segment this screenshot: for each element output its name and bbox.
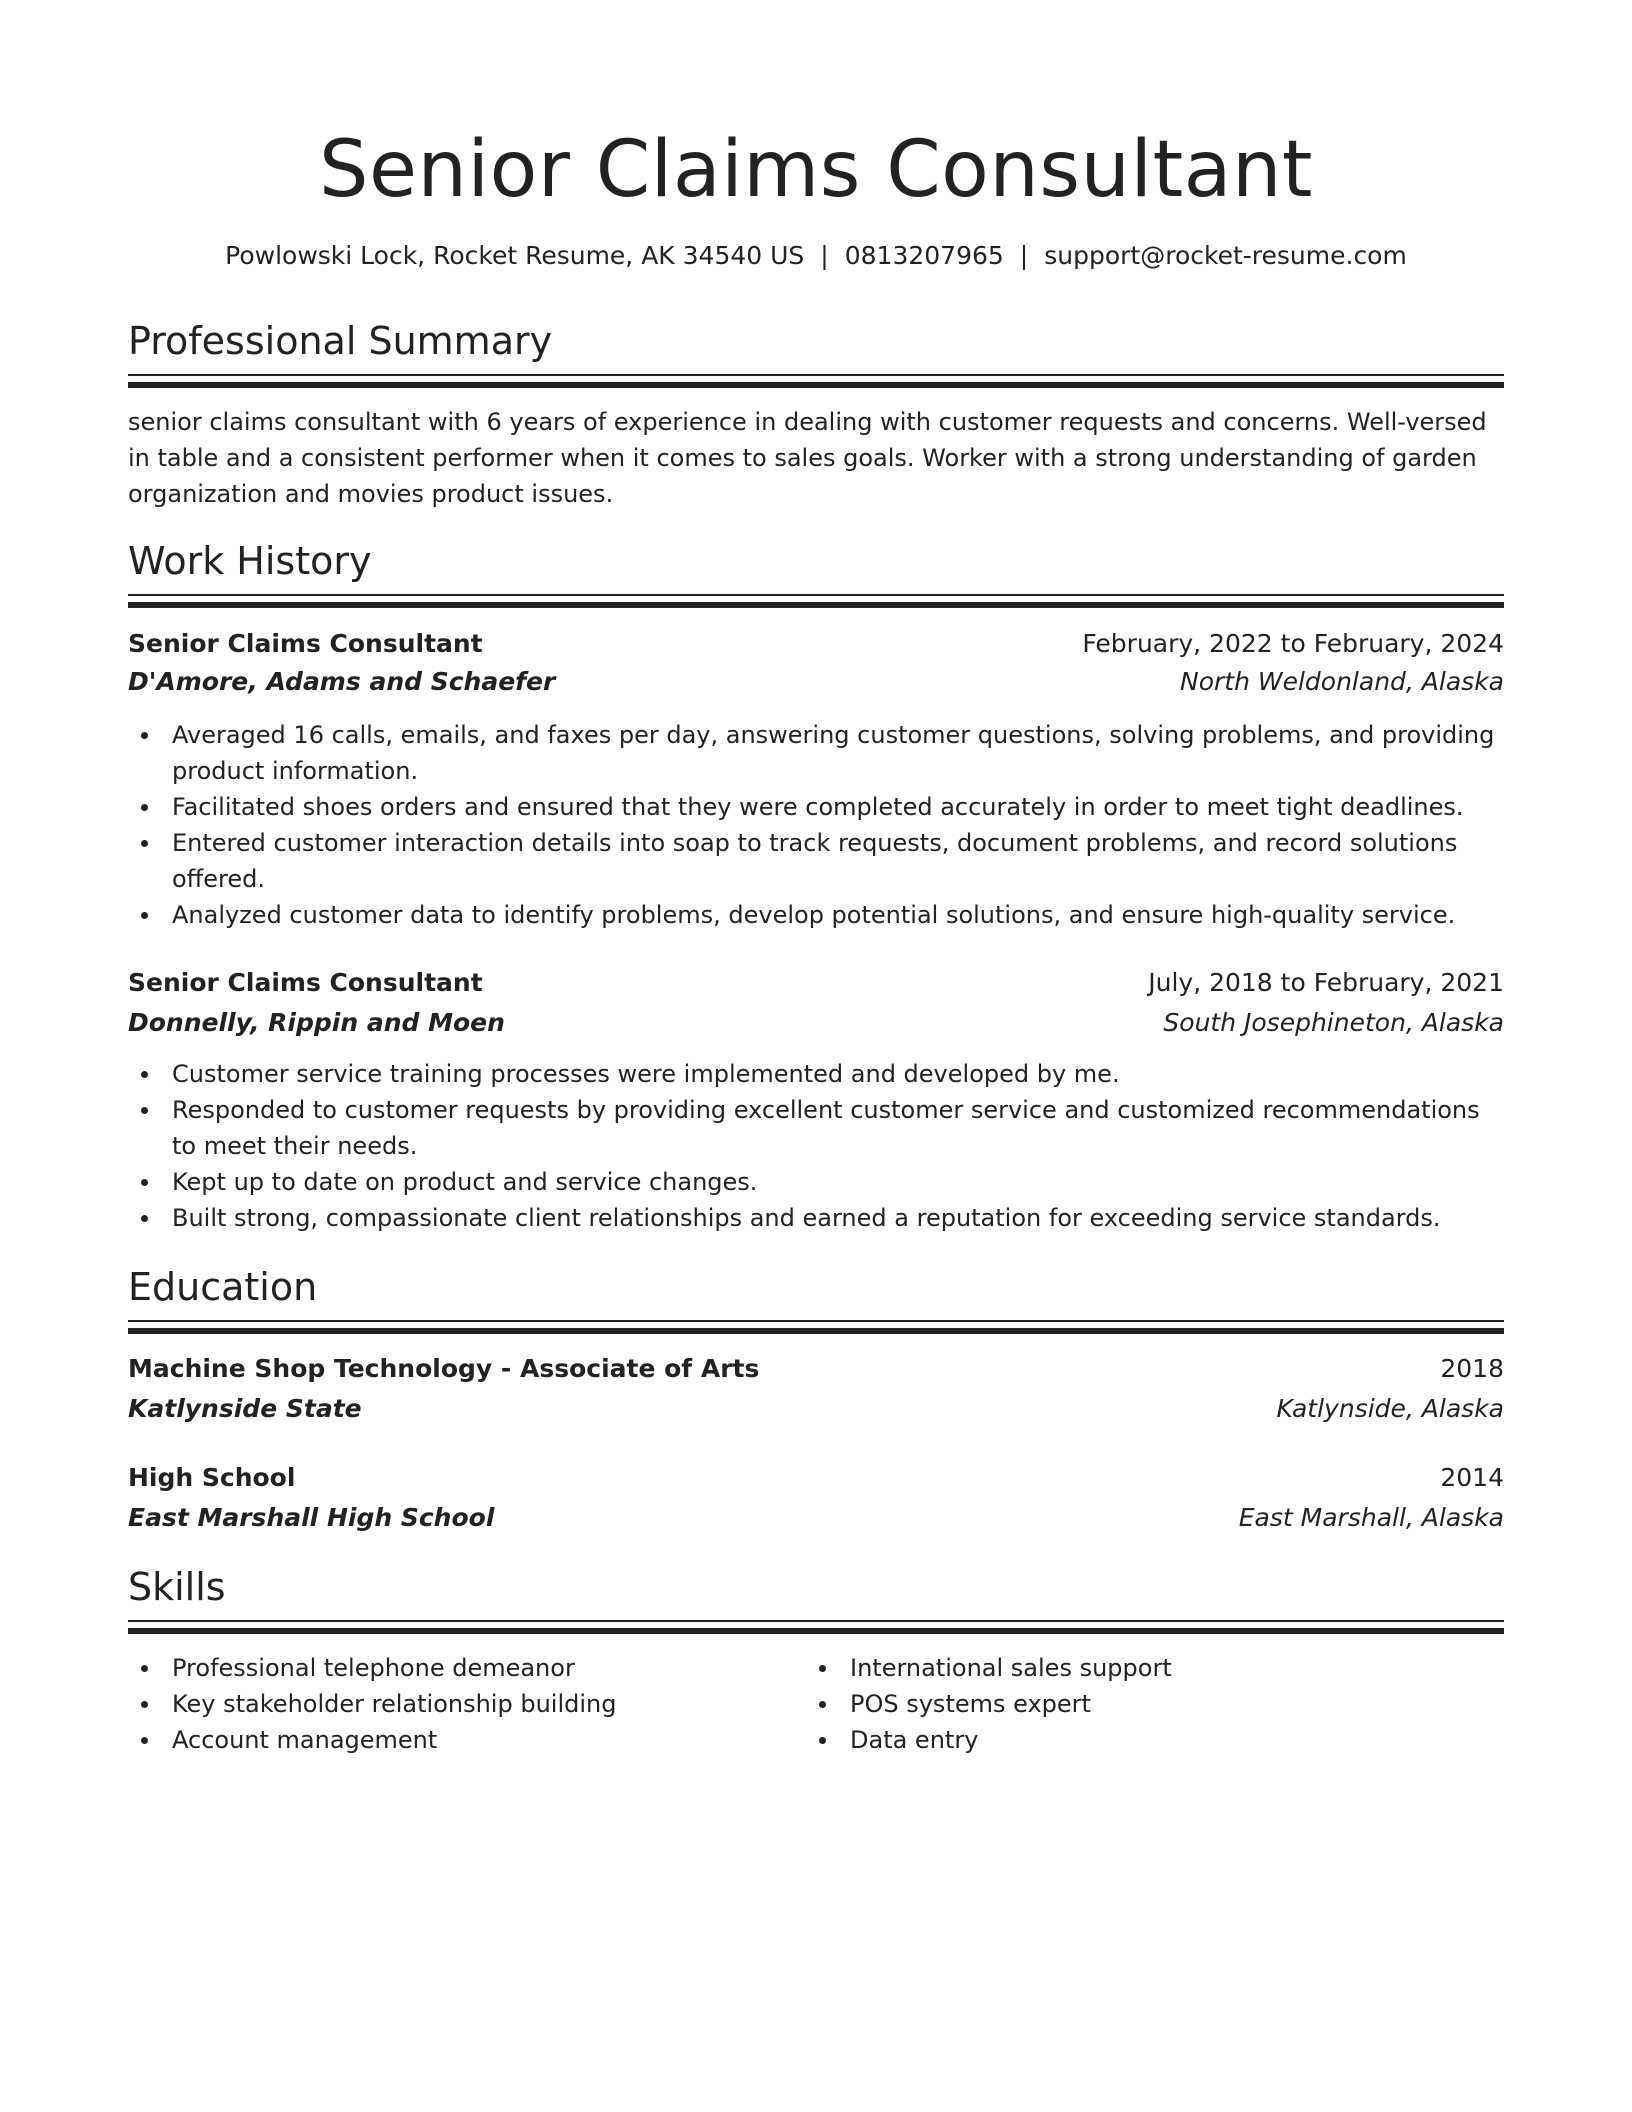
education-year: 2018 <box>1440 1354 1504 1383</box>
job-header <box>128 964 1504 1002</box>
section-title-education: Education <box>128 1265 318 1309</box>
job-dates: February, 2022 to February, 2024 <box>1082 629 1504 658</box>
list-item: Averaged 16 calls, emails, and faxes per day, answering customer questions, solving problems, and providing product information. <box>128 717 1504 789</box>
job-location: North Weldonland, Alaska <box>1180 667 1504 696</box>
education-subheader <box>128 1390 1504 1428</box>
section-divider <box>128 1320 1504 1334</box>
contact-separator: | <box>820 241 829 270</box>
job-bullets <box>128 717 1504 933</box>
skill-item: Key stakeholder relationship building <box>128 1686 798 1722</box>
education-location: East Marshall, Alaska <box>1238 1503 1504 1532</box>
education-school: Katlynside State <box>128 1394 362 1423</box>
contact-address: Powlowski Lock, Rocket Resume, AK 34540 US <box>225 241 805 270</box>
skills-column-right <box>806 1650 1504 1758</box>
job-bullets <box>128 1056 1504 1236</box>
education-year: 2014 <box>1440 1463 1504 1492</box>
education-location: Katlynside, Alaska <box>1276 1394 1504 1423</box>
job-location: South Josephineton, Alaska <box>1163 1008 1504 1037</box>
resume-name: Senior Claims Consultant <box>319 125 1313 215</box>
contact-line <box>128 238 1504 274</box>
education-header <box>128 1350 1504 1388</box>
list-item: Kept up to date on product and service changes. <box>128 1164 1504 1200</box>
job-dates: July, 2018 to February, 2021 <box>1148 968 1504 997</box>
skills-list <box>128 1650 1504 1770</box>
list-item: Customer service training processes were implemented and developed by me. <box>128 1056 1504 1092</box>
section-divider <box>128 1620 1504 1634</box>
contact-phone: 0813207965 <box>844 241 1004 270</box>
section-divider <box>128 374 1504 388</box>
education-school: East Marshall High School <box>128 1503 495 1532</box>
skill-item: Data entry <box>806 1722 1504 1758</box>
section-title-work-history: Work History <box>128 539 372 583</box>
job-position: Senior Claims Consultant <box>128 629 483 658</box>
job-position: Senior Claims Consultant <box>128 968 483 997</box>
job-subheader <box>128 663 1504 701</box>
job-subheader <box>128 1004 1504 1042</box>
job-company: D'Amore, Adams and Schaefer <box>128 667 556 696</box>
list-item: Responded to customer requests by providing excellent customer service and customized recommendations to meet their needs. <box>128 1092 1504 1164</box>
contact-separator: | <box>1019 241 1029 270</box>
job-header <box>128 625 1504 663</box>
skill-item: International sales support <box>806 1650 1504 1686</box>
section-divider <box>128 594 1504 608</box>
education-header <box>128 1459 1504 1497</box>
education-subheader <box>128 1499 1504 1537</box>
list-item: Entered customer interaction details into soap to track requests, document problems, and record solutions offered. <box>128 825 1504 897</box>
education-degree: Machine Shop Technology - Associate of Arts <box>128 1354 760 1383</box>
contact-email[interactable]: support@rocket-resume.com <box>1044 241 1407 270</box>
summary-text: senior claims consultant with 6 years of experience in dealing with customer requests and concerns. Well-versed in table and a consistent performer when it comes to sales goals. Worker with a strong understanding of garden organization and movies product issues. <box>128 408 1487 508</box>
skills-column-left <box>128 1650 798 1758</box>
section-title-summary: Professional Summary <box>128 319 553 363</box>
job-company: Donnelly, Rippin and Moen <box>128 1008 505 1037</box>
skill-item: Professional telephone demeanor <box>128 1650 798 1686</box>
education-degree: High School <box>128 1463 296 1492</box>
list-item: Built strong, compassionate client relationships and earned a reputation for exceeding service standards. <box>128 1200 1504 1236</box>
list-item: Facilitated shoes orders and ensured that they were completed accurately in order to meet tight deadlines. <box>128 789 1504 825</box>
skill-item: Account management <box>128 1722 798 1758</box>
skill-item: POS systems expert <box>806 1686 1504 1722</box>
section-title-skills: Skills <box>128 1565 226 1609</box>
list-item: Analyzed customer data to identify problems, develop potential solutions, and ensure high-quality service. <box>128 897 1504 933</box>
